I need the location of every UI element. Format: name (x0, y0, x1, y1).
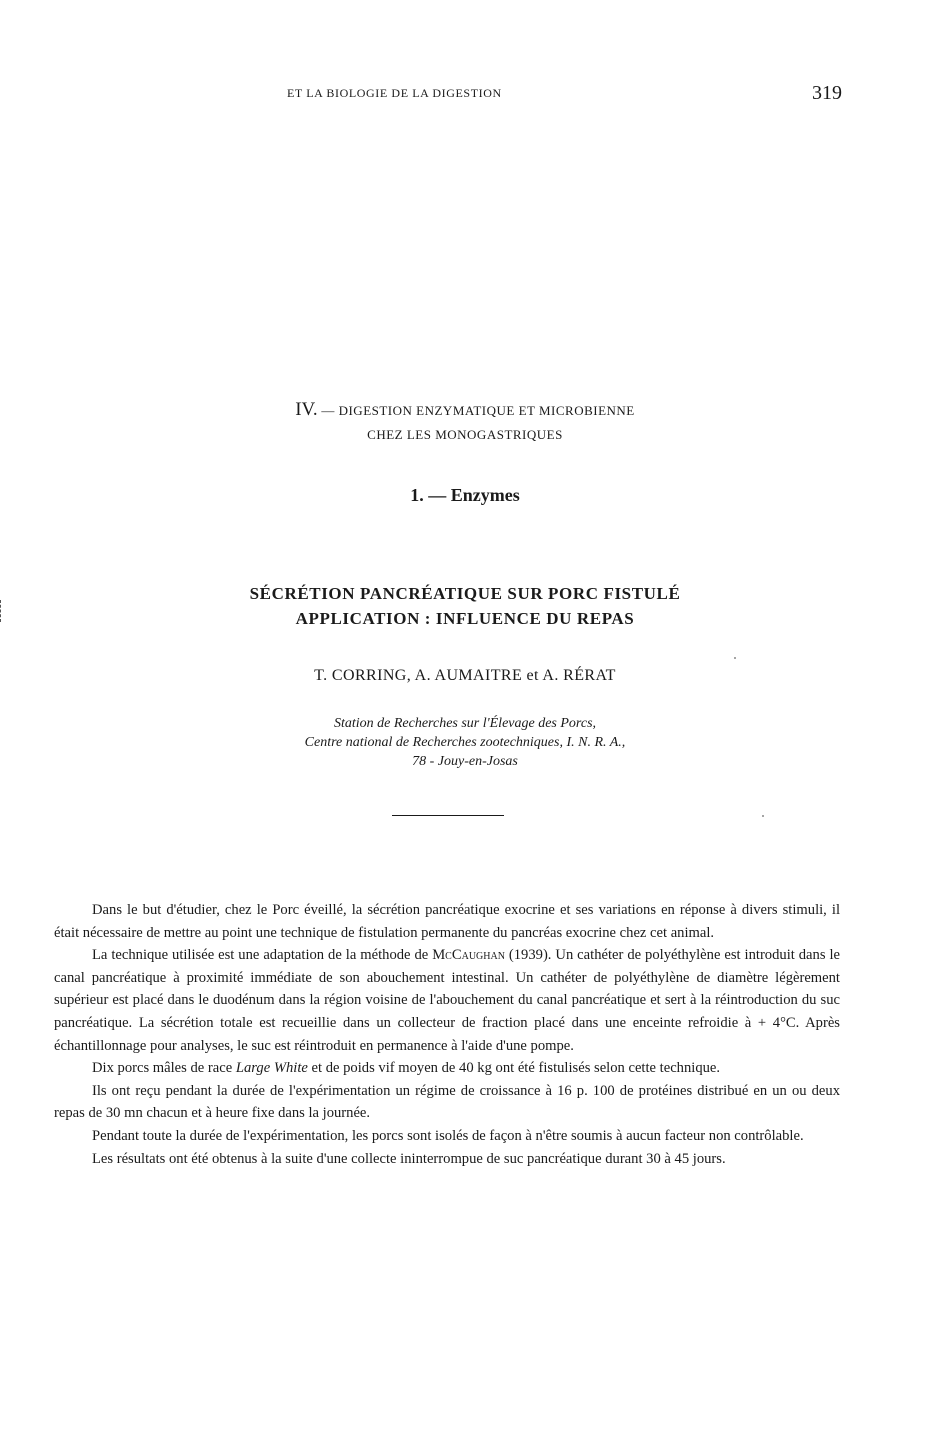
subsection-title: 1. — Enzymes (410, 485, 520, 505)
breed-name: Large White (235, 1060, 308, 1077)
paragraph-2-rest: (1939). Un cathéter de polyéthylène est introduit dans le canal pancréatique à proximité immédiate de son abouchement intestinal. Un cathéter de polyéthylène de diamètre légèrement supérieur est placé dans le duodénum dans la région voisine de l'abouchement du canal pancréatique et sert à la réintroduction du suc pancréatique. La sécrétion totale est recueillie dans un collecteur de fraction placé dans une enceinte refroidie à + 4°C. Après échantillonnage pour analyses, le suc est réintroduit en permanence à l'aide d'une pompe. (54, 947, 840, 1054)
page-number: 319 (812, 82, 842, 104)
cited-author (432, 947, 505, 963)
section-heading (0, 398, 930, 447)
paragraph-5: Pendant toute la durée de l'expérimentation, les porcs sont isolés de façon à n'être soumis à aucun facteur non contrôlable. (92, 1127, 804, 1144)
paragraph-4: Ils ont reçu pendant la durée de l'expérimentation un régime de croissance à 16 p. 100 de protéines distribué en un ou deux repas de 30 mn chacun et à heure fixe dans la journée. (54, 1082, 840, 1122)
section-number: IV. (295, 399, 318, 420)
section-title-line1: — DIGESTION ENZYMATIQUE ET MICROBIENNE (321, 403, 635, 418)
affiliation-line1: Station de Recherches sur l'Élevage des Porcs, (333, 716, 597, 731)
affiliation-line2: Centre national de Recherches zootechniques, I. N. R. A., (304, 735, 626, 750)
authors: T. CORRING, A. AUMAITRE et A. RÉRAT (314, 667, 616, 684)
cited-author-prefix: Mc (432, 947, 452, 964)
article-title-line1: SÉCRÉTION PANCRÉATIQUE SUR PORC FISTULÉ (249, 584, 681, 603)
article-title (0, 581, 930, 631)
scan-speck (734, 657, 736, 659)
running-title: ET LA BIOLOGIE DE LA DIGESTION (287, 86, 502, 100)
affiliation (0, 714, 930, 771)
paragraph-2 (54, 944, 840, 1057)
section-title-line2: CHEZ LES MONOGASTRIQUES (367, 427, 563, 442)
running-header (0, 84, 930, 108)
separator-rule (392, 815, 504, 816)
section-heading-line1 (0, 398, 930, 423)
paragraph-1: Dans le but d'étudier, chez le Porc éveillé, la sécrétion pancréatique exocrine et ses variations en réponse à divers stimuli, il était nécessaire de mettre au point une technique de fistulation permanente du pancréas exocrine chez cet animal. (54, 902, 840, 941)
paragraph-3 (54, 1057, 840, 1080)
article-title-line2: APPLICATION : INFLUENCE DU REPAS (295, 609, 635, 628)
body-text (54, 899, 840, 1170)
paragraph-3-rest: et de poids vif moyen de 40 kg ont été fistulisés selon cette technique. (307, 1060, 721, 1077)
paragraph-2-start: La technique utilisée est une adaptation de la méthode de (92, 947, 433, 964)
cited-author-name: Caughan (451, 947, 505, 964)
paragraph-6: Les résultats ont été obtenus à la suite d'une collecte ininterrompue de suc pancréatique durant 30 à 45 jours. (92, 1150, 726, 1167)
scan-speck (762, 815, 764, 817)
affiliation-line3: 78 - Jouy-en-Josas (412, 754, 518, 769)
scan-margin-mark (0, 600, 4, 622)
paragraph-3-start: Dix porcs mâles de race (92, 1060, 236, 1077)
